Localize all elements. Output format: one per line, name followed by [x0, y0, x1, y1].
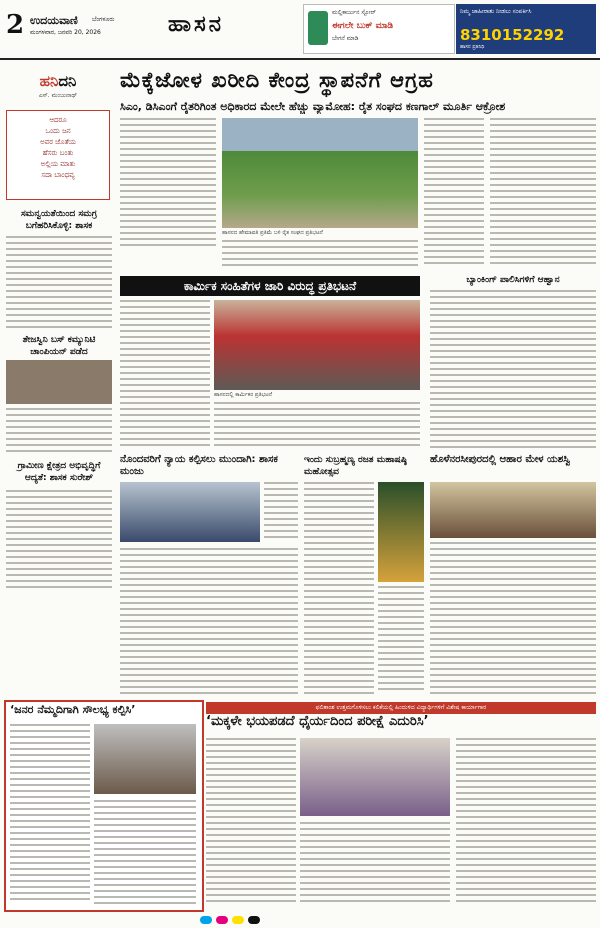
aharamela-text: [430, 542, 596, 694]
registration-mark-magenta: [216, 916, 228, 924]
bottom-left-text2: [94, 800, 196, 904]
left-story2-photo: [6, 360, 112, 404]
dateline: ಮಂಗಳವಾರ, ಜನವರಿ 20, 2026: [30, 29, 101, 36]
subramanya-photo: [378, 482, 424, 582]
nyaya-sidebar: [264, 482, 298, 542]
nyaya-text: [120, 548, 298, 694]
lead-deck: ಸಿಎಂ, ಡಿಸಿಎಂಗೆ ರೈತರಿಗಿಂತ ಅಧಿಕಾರದ ಮೇಲೇ ಹೆಚ್ಚು ವ್ಯಾಮೋಹ: ರೈತ ಸಂಘದ ಕಣಗಾಲ್ ಮೂರ್ತಿ ಆಕ್ರೋಶ: [120, 100, 506, 113]
left-story2-text: [6, 408, 112, 456]
registration-mark-yellow: [232, 916, 244, 924]
band-photo: [214, 300, 420, 390]
bottom-right-headline: ‘ಮಕ್ಕಳೇ ಭಯಪಡದೆ ಧೈರ್ಯದಿಂದ ಪರೀಕ್ಷೆ ಎದುರಿಸಿ’: [206, 714, 429, 729]
left-story1-headline: ಸಮನ್ವಯತೆಯಿಂದ ಸಮಗ್ರ ಬಗೆಹರಿಸಿಕೊಳ್ಳಿ: ಶಾಸಕ: [21, 209, 97, 231]
masthead-rule: [0, 58, 600, 60]
banking-text: [430, 290, 596, 450]
left-story2-headline: ತೇಜಸ್ವಿನಿ ಬಸ್ ಕಮ್ಯುನಿಟಿ ಚಾಂಪಿಯನ್ ಪಡೆದ: [22, 335, 96, 357]
bottom-left-photo: [94, 724, 196, 794]
bottom-left-headline: ‘ಜನರ ನೆಮ್ಮದಿಗಾಗಿ ಸೌಲಭ್ಯ ಕಲ್ಪಿಸಿ’: [10, 703, 136, 716]
lead-photo: [222, 118, 418, 228]
bottom-right-text3: [456, 738, 596, 906]
aharamela-headline: ಹೊಳೆನರಸೀಪುರದಲ್ಲಿ ಆಹಾರ ಮೇಳ ಯಶಸ್ವಿ: [430, 454, 571, 465]
lead-text-col2: [222, 240, 418, 270]
left-story3-text: [6, 490, 112, 590]
bottom-right-text2: [300, 822, 450, 906]
edition-label: ಬೆಂಗಳೂರು: [92, 16, 115, 23]
band-text-col2: [214, 402, 420, 450]
subramanya-text2: [378, 586, 424, 694]
lead-headline: ಮೆಕ್ಕೆಜೋಳ ಖರೀದಿ ಕೇಂದ್ರ ಸ್ಥಾಪನೆಗೆ ಆಗ್ರಹ: [120, 68, 434, 92]
bottom-right-photo: [300, 738, 450, 816]
banking-headline: ಬ್ಯಾಂಕಿಂಗ್ ಪಾಲಿಸಿಗಳಿಗೆ ಆಹ್ವಾನ: [466, 275, 560, 285]
paper-name: ಉದಯವಾಣಿ: [30, 14, 78, 27]
brand-logo-red: ಹನಿ: [39, 72, 59, 90]
subramanya-text: [304, 482, 374, 694]
column-brand: [4, 72, 112, 100]
band-photo-caption: ಹಾಸನದಲ್ಲಿ ಕಾರ್ಮಿಕರ ಪ್ರತಿಭಟನೆ: [214, 392, 273, 398]
ad1-line1: ಮಲ್ಲಿಕಾರ್ಜುನ ಸ್ಟೋರ್: [332, 9, 376, 16]
page-number: 2: [6, 10, 25, 40]
subramanya-headline: ಇಂದು ಸುಬ್ರಹ್ಮಣ್ಯ ರಜತ ಮಹಾಷಷ್ಠಿ ಮಹೋತ್ಸವ: [304, 455, 407, 477]
ad1-line3: ಬೇಗನೆ ಮಾಡಿ: [332, 35, 359, 42]
bottom-right-kicker: ಫಲಿತಾಂಶ ಉತ್ತಮಗೊಳಿಸಲು ಕಲಿಕೆಯಲ್ಲಿ ಹಿಂದುಳಿದ ವಿದ್ಯಾರ್ಥಿಗಳಿಗೆ ವಿಶೇಷ ಕಾರ್ಯಾಗಾರ: [206, 702, 596, 714]
band-headline: ಕಾರ್ಮಿಕ ಸಂಹಿತೆಗಳ ಜಾರಿ ವಿರುದ್ಧ ಪ್ರತಿಭಟನೆ: [120, 276, 420, 296]
left-story3-headline: ಗ್ರಾಮೀಣ ಕ್ಷೇತ್ರದ ಅಭಿವೃದ್ಧಿಗೆ ಆದ್ಯತೆ: ಶಾಸಕ ಸುರೇಶ್: [17, 461, 101, 483]
lead-photo-caption: ಹಾಸನದ ಹೇಮಾವತಿ ಪ್ರತಿಮೆ ಬಳಿ ರೈತ ಸಂಘದ ಪ್ರತಿಭಟನೆ: [222, 230, 323, 236]
bottom-left-text1: [10, 724, 90, 904]
nyaya-headline: ನೊಂದವರಿಗೆ ನ್ಯಾಯ ಕಲ್ಪಿಸಲು ಮುಂದಾಗಿ: ಶಾಸಕ ಮಂಜು: [120, 454, 278, 477]
aharamela-photo: [430, 482, 596, 538]
column-quote: ಆದರೂ ಒಂದು ಜನ ಅವರ ಜೊತೆಯ ಹೆಸರು ಬಂತು ಅಲ್ಲಿಯ ಮಾತು ಸದಾ ಬಾಂಧವ್ಯ: [6, 110, 110, 200]
ad2-line1: ನಿಮ್ಮ ಜಾಹೀರಾತು ನೀಡಲು ಸಂಪರ್ಕಿಸಿ: [460, 8, 532, 15]
ad2-phone: 8310152292: [460, 26, 565, 44]
advertisement-store: [303, 4, 455, 54]
bottom-right-text1: [206, 738, 296, 906]
section-title: ಹಾಸನ: [168, 12, 224, 37]
left-story1-text: [6, 236, 112, 330]
lead-text-col1: [120, 118, 216, 248]
registration-mark-black: [248, 916, 260, 924]
brand-logo-black: ದನಿ: [58, 72, 77, 90]
advertisement-contact: [456, 4, 596, 54]
lead-text-col3: [424, 118, 484, 268]
phone-icon: [308, 11, 328, 45]
brand-subtitle: ಎಸ್. ಮಂಜುನಾಥ್: [38, 92, 78, 99]
band-text-col1: [120, 300, 210, 450]
nyaya-photo: [120, 482, 260, 542]
lead-text-col4: [490, 118, 596, 268]
ad2-line3: ಹಾಸನ ಪ್ರತಿನಿಧಿ: [460, 44, 485, 50]
ad1-line2: ಈಗಲೇ ಬುಕ್ ಮಾಡಿ: [332, 21, 394, 31]
registration-mark-cyan: [200, 916, 212, 924]
